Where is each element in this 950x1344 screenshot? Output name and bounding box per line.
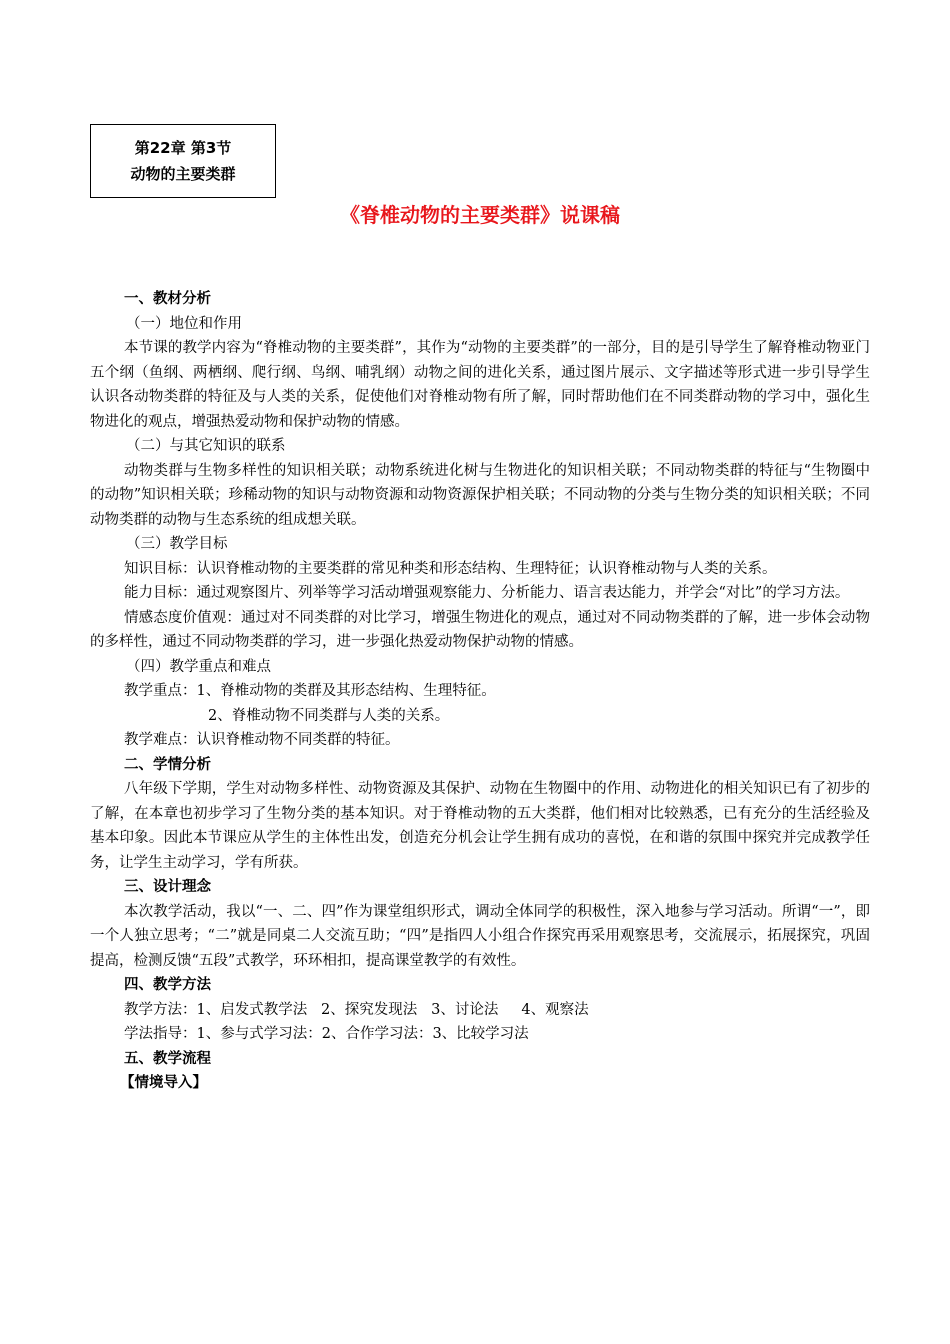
subsection-heading: （四）教学重点和难点 (126, 658, 271, 675)
chapter-box (90, 124, 276, 198)
document-title: 《脊椎动物的主要类群》说课稿 (340, 203, 620, 227)
subsection-heading: （三）教学目标 (126, 536, 228, 552)
text-line: 教学重点：1、脊椎动物的类群及其形态结构、生理特征。 (124, 683, 496, 699)
paragraph: 本节课的教学内容为“脊椎动物的主要类群”，其作为“动物的主要类群”的一部分，目的是引导学生了解脊椎动物亚门五个纲（鱼纲、两栖纲、爬行纲、鸟纲、哺乳纲）动物之间的进化关系，通过图片展示、文字描述等形式进一步引导学生认识各动物类群的特征及与人类的关系，促使他们对脊椎动物有所了解，同时帮助他们在不同类群动物的学习中，强化生物进化的观点，增强热爱动物和保护动物的情感。 (90, 340, 870, 430)
paragraph: 情感态度价值观：通过对不同类群的对比学习，增强生物进化的观点，通过对不同动物类群的了解，进一步体会动物 的多样性，通过不同动物类群的学习，进一步强化热爱动物保护动物的情感。 (90, 609, 870, 650)
subsection-heading: （二）与其它知识的联系 (126, 438, 286, 454)
section-heading: 三、设计理念 (124, 879, 211, 895)
paragraph: 八年级下学期，学生对动物多样性、动物资源及其保护、动物在生物圈中的作用、动物进化的相关知识已有了初步的了解，在本章也初步学习了生物分类的基本知识。对于脊椎动物的五大类群，他们相对比较熟悉，已有充分的生活经验及基本印象。因此本节课应从学生的主体性出发，创造充分机会让学生拥有成功的喜悦，在和谐的氛围中探究并完成教学任务，让学生主动学习，学有所获。 (90, 781, 870, 871)
paragraph: 知识目标：认识脊椎动物的主要类群的常见种类和形态结构、生理特征；认识脊椎动物与人类的关系。 (124, 560, 777, 577)
text-line: 学法指导：1、参与式学习法：2、合作学习法：3、比较学习法 (124, 1026, 529, 1042)
text-line: 2、脊椎动物不同类群与人类的关系。 (208, 707, 450, 724)
chapter-topic: 动物的主要类群 (130, 165, 236, 183)
paragraph: 本次教学活动，我以“一、二、四”作为课堂组织形式，调动全体同学的积极性，深入地参与学习活动。所谓“一”，即一个人独立思考；“二”就是同桌二人交流互助；“四”是指四人小组合作探究再采用观察思考，交流展示，拓展探究，巩固提高，检测反馈“五段”式教学，环环相扣，提高课堂教学的有效性。 (90, 903, 870, 969)
section-heading: 五、教学流程 (124, 1050, 211, 1067)
section-heading: 四、教学方法 (124, 977, 211, 993)
paragraph: 动物类群与生物多样性的知识相关联；动物系统进化树与生物进化的知识相关联；不同动物类群的特征与“生物圈中的动物”知识相关联；珍稀动物的知识与动物资源和动物资源保护相关联；不同动物的分类与生物分类的知识相关联；不同动物类群的动物与生态系统的组成想关联。 (90, 462, 870, 528)
section-heading: 一、教材分析 (124, 291, 211, 307)
text-line: 教学方法：1、启发式教学法 2、探究发现法 3、讨论法 4、观察法 (124, 1001, 589, 1018)
section-heading: 二、学情分析 (124, 756, 211, 773)
paragraph: 能力目标：通过观察图片、列举等学习活动增强观察能力、分析能力、语言表达能力，并学会“对比”的学习方法。 (124, 585, 850, 601)
document-body (90, 287, 870, 1096)
text-line: 教学难点：认识脊椎动物不同类群的特征。 (124, 732, 400, 748)
subsection-heading: （一）地位和作用 (126, 315, 242, 332)
chapter-number: 第22章 第3节 (134, 139, 232, 157)
subsection-heading: 【情境导入】 (120, 1075, 207, 1091)
